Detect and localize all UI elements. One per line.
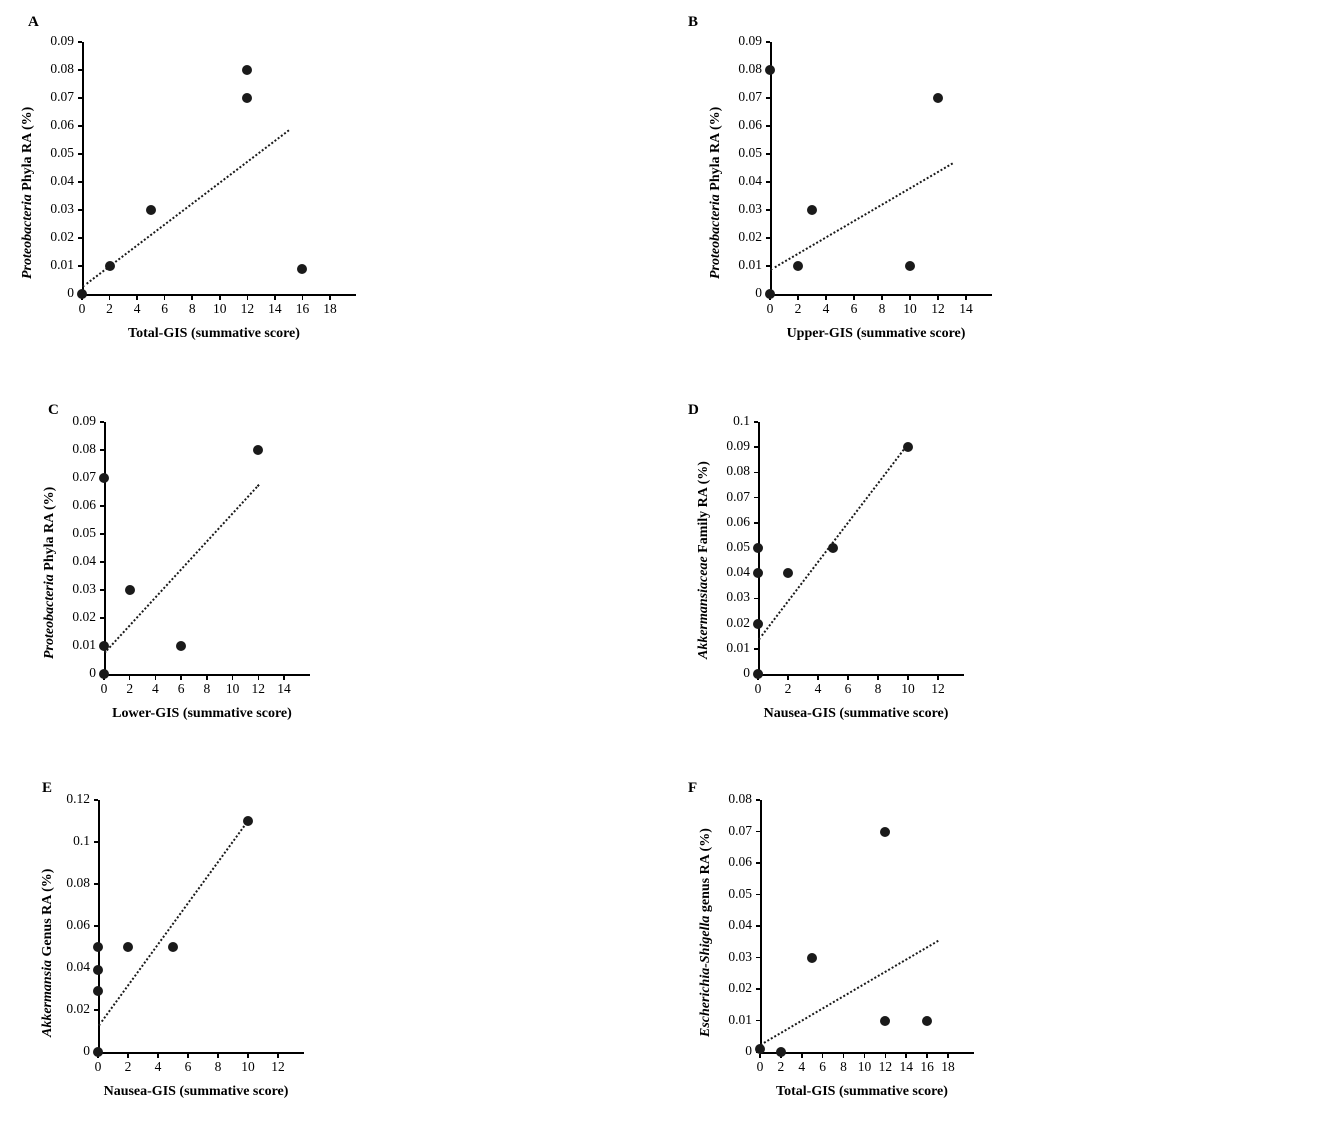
x-axis-line: [758, 674, 964, 676]
plot-area-C: [42, 413, 292, 721]
x-tick-label: 14: [959, 301, 973, 316]
x-tick-mark: [277, 1054, 279, 1058]
y-tick-label: 0.04: [66, 959, 90, 974]
x-tick-label: 2: [126, 681, 134, 696]
y-tick-mark: [766, 97, 770, 99]
y-tick-label: 0.05: [50, 145, 74, 160]
y-axis-title-plain: Phyla RA (%): [708, 106, 723, 195]
x-tick-mark: [937, 296, 939, 300]
x-tick-mark: [219, 296, 221, 300]
x-tick-mark: [937, 676, 939, 680]
y-tick-label: 0.04: [728, 917, 752, 932]
y-tick-mark: [78, 237, 82, 239]
data-point: [753, 568, 763, 578]
y-tick-mark: [756, 1020, 760, 1022]
y-tick-label: 0: [67, 285, 74, 300]
y-tick-label: 0.02: [738, 229, 762, 244]
x-tick-label: 4: [814, 681, 822, 696]
y-tick-label: 0: [745, 1043, 752, 1058]
x-tick-mark: [926, 1054, 928, 1058]
data-point: [828, 543, 838, 553]
y-axis-title: [42, 487, 58, 659]
x-tick-mark: [825, 296, 827, 300]
plot-area-D: [696, 413, 949, 721]
x-axis-title: Nausea-GIS (summative score): [763, 706, 949, 721]
x-tick-mark: [965, 296, 967, 300]
data-point: [753, 543, 763, 553]
y-tick-label: 0.07: [738, 89, 762, 104]
y-tick-label: 0.05: [726, 539, 750, 554]
y-tick-label: 0.08: [72, 441, 96, 456]
data-point: [93, 942, 103, 952]
x-tick-label: 10: [901, 681, 915, 696]
y-axis-title: [40, 868, 56, 1036]
panel-letter-B: B: [688, 14, 699, 30]
y-tick-label: 0.05: [738, 145, 762, 160]
y-axis-title-italic: Proteobacteria: [20, 194, 35, 279]
y-tick-mark: [100, 561, 104, 563]
data-point: [77, 289, 87, 299]
data-point: [242, 93, 252, 103]
x-tick-label: 12: [878, 1059, 893, 1074]
y-tick-mark: [78, 265, 82, 267]
y-tick-label: 0.01: [50, 257, 74, 272]
x-tick-label: 0: [100, 681, 108, 696]
y-tick-mark: [78, 125, 82, 127]
x-tick-mark: [247, 296, 249, 300]
panel-letter-C: C: [48, 402, 59, 418]
panel-letter-A: A: [28, 14, 39, 30]
x-tick-label: 8: [878, 301, 886, 316]
x-tick-label: 0: [754, 681, 762, 696]
x-tick-label: 4: [798, 1059, 806, 1074]
x-tick-label: 16: [920, 1059, 934, 1074]
data-point: [297, 264, 307, 274]
x-tick-mark: [329, 296, 331, 300]
y-tick-mark: [754, 497, 758, 499]
y-tick-mark: [756, 862, 760, 864]
x-tick-label: 4: [133, 301, 141, 316]
y-tick-label: 0.04: [50, 173, 74, 188]
y-axis-line: [82, 42, 84, 294]
x-tick-mark: [797, 296, 799, 300]
y-tick-mark: [766, 181, 770, 183]
y-tick-label: 0.04: [738, 173, 762, 188]
y-tick-mark: [754, 472, 758, 474]
y-axis-title-italic: Akkermansia: [40, 959, 55, 1037]
data-point: [168, 942, 178, 952]
y-tick-mark: [78, 41, 82, 43]
y-tick-mark: [754, 598, 758, 600]
y-tick-label: 0.08: [728, 791, 752, 806]
x-axis-title: Total-GIS (summative score): [128, 326, 300, 341]
y-axis-title: [698, 828, 714, 1037]
x-tick-label: 10: [241, 1059, 255, 1074]
data-point: [922, 1016, 932, 1026]
chart-panel-E: [0, 770, 658, 1142]
data-point: [93, 965, 103, 975]
data-point: [903, 442, 913, 452]
x-tick-label: 12: [931, 301, 945, 316]
y-tick-label: 0.06: [738, 117, 762, 132]
x-tick-mark: [787, 676, 789, 680]
y-tick-label: 0.08: [66, 875, 90, 890]
y-axis-title: [20, 107, 36, 279]
x-axis-title: Nausea-GIS (summative score): [103, 1084, 289, 1099]
y-axis-title-italic: Akkermansiaceae: [696, 556, 711, 659]
y-tick-label: 0.02: [66, 1001, 90, 1016]
y-axis-title-plain: Phyla RA (%): [20, 106, 35, 195]
x-tick-mark: [843, 1054, 845, 1058]
data-point: [99, 669, 109, 679]
y-tick-label: 0.03: [50, 201, 74, 216]
x-axis-title: Lower-GIS (summative score): [112, 706, 292, 721]
x-tick-mark: [232, 676, 234, 680]
x-tick-label: 4: [152, 681, 159, 696]
y-tick-label: 0.05: [728, 885, 752, 901]
y-tick-mark: [100, 589, 104, 591]
y-tick-mark: [756, 831, 760, 833]
data-point: [807, 205, 817, 215]
y-tick-mark: [766, 265, 770, 267]
x-tick-mark: [817, 676, 819, 680]
y-tick-mark: [756, 799, 760, 801]
data-point: [783, 568, 793, 578]
y-tick-label: 0.09: [50, 33, 74, 48]
y-tick-label: 0.03: [72, 581, 96, 596]
y-tick-label: 0.03: [728, 948, 752, 964]
x-tick-label: 10: [225, 681, 240, 696]
y-tick-label: 0.06: [66, 917, 90, 932]
y-tick-label: 0.06: [72, 497, 96, 512]
x-tick-mark: [274, 296, 276, 300]
x-tick-mark: [191, 296, 193, 300]
x-tick-mark: [847, 676, 849, 680]
x-tick-mark: [905, 1054, 907, 1058]
data-point: [880, 1016, 890, 1026]
y-tick-label: 0.06: [726, 513, 750, 529]
x-tick-mark: [947, 1054, 949, 1058]
x-tick-mark: [822, 1054, 824, 1058]
x-tick-label: 6: [161, 301, 169, 316]
y-tick-mark: [766, 41, 770, 43]
x-tick-label: 2: [784, 681, 792, 696]
x-tick-mark: [877, 676, 879, 680]
data-point: [905, 261, 915, 271]
x-tick-label: 2: [106, 301, 113, 316]
y-tick-mark: [94, 883, 98, 885]
data-point: [765, 65, 775, 75]
y-tick-label: 0: [89, 665, 96, 680]
y-tick-label: 0.07: [728, 822, 752, 838]
data-point: [105, 261, 115, 271]
x-tick-mark: [187, 1054, 189, 1058]
y-tick-label: 0: [743, 665, 750, 680]
chart-panel-F: [658, 770, 1317, 1142]
y-axis-line: [760, 800, 762, 1052]
y-tick-label: 0.07: [50, 89, 74, 104]
y-axis-title: [696, 461, 712, 659]
y-tick-label: 0.02: [50, 229, 74, 244]
data-point: [753, 669, 763, 679]
x-tick-label: 6: [184, 1059, 192, 1074]
y-tick-mark: [766, 209, 770, 211]
y-tick-label: 0.01: [726, 639, 750, 655]
y-tick-label: 0.07: [72, 469, 96, 484]
chart-panel-B: [658, 0, 1317, 390]
y-axis-title-italic: Proteobacteria: [708, 194, 723, 279]
y-tick-mark: [766, 153, 770, 155]
chart-panel-C: [0, 390, 658, 770]
y-tick-mark: [756, 957, 760, 959]
y-tick-mark: [94, 925, 98, 927]
y-tick-label: 0.08: [726, 463, 750, 479]
x-tick-label: 8: [188, 301, 196, 316]
y-tick-mark: [78, 69, 82, 71]
y-tick-mark: [100, 421, 104, 423]
trendline: [98, 819, 250, 1026]
x-tick-label: 12: [271, 1059, 285, 1074]
y-tick-label: 0.08: [738, 61, 762, 76]
y-tick-label: 0.01: [72, 637, 96, 652]
chart-panel-D: [658, 390, 1317, 770]
data-point: [755, 1044, 765, 1054]
data-point: [176, 641, 186, 651]
x-tick-label: 0: [94, 1059, 102, 1074]
y-axis-title-plain: Genus RA (%): [40, 868, 55, 960]
y-tick-label: 0.08: [50, 61, 74, 76]
y-tick-mark: [78, 181, 82, 183]
x-axis-line: [98, 1052, 304, 1054]
plot-area-F: [698, 791, 955, 1099]
x-tick-mark: [881, 296, 883, 300]
x-tick-mark: [217, 1054, 219, 1058]
y-tick-label: 0.09: [726, 438, 750, 454]
x-axis-title: Upper-GIS (summative score): [786, 326, 966, 341]
x-tick-label: 12: [251, 681, 266, 696]
trendline: [760, 940, 939, 1046]
y-axis-line: [104, 422, 106, 674]
y-tick-label: 0.06: [728, 854, 752, 869]
y-tick-label: 0.02: [726, 614, 750, 630]
plot-area-A: [20, 33, 337, 341]
y-tick-label: 0.1: [733, 413, 750, 428]
x-tick-mark: [136, 296, 138, 300]
x-tick-label: 8: [840, 1059, 847, 1074]
x-tick-label: 12: [931, 681, 945, 696]
data-point: [880, 827, 890, 837]
x-tick-label: 10: [213, 301, 227, 316]
y-tick-label: 0.01: [738, 257, 762, 272]
x-tick-mark: [157, 1054, 159, 1058]
y-tick-mark: [766, 237, 770, 239]
y-tick-mark: [78, 153, 82, 155]
y-tick-label: 0.02: [72, 609, 96, 624]
y-tick-label: 0.04: [72, 553, 96, 568]
y-tick-mark: [78, 97, 82, 99]
y-axis-title: [708, 107, 724, 279]
data-point: [807, 953, 817, 963]
panel-letter-F: F: [688, 780, 698, 796]
y-tick-label: 0.03: [726, 589, 750, 605]
y-tick-label: 0.04: [726, 564, 750, 580]
x-tick-mark: [283, 676, 285, 680]
y-tick-mark: [756, 925, 760, 927]
chart-panel-A: [0, 0, 658, 390]
x-tick-label: 14: [899, 1059, 913, 1074]
data-point: [123, 942, 133, 952]
x-tick-label: 12: [240, 301, 255, 316]
x-tick-label: 8: [214, 1059, 222, 1074]
data-point: [125, 585, 135, 595]
y-axis-title-italic: Escherichia-Shigella: [698, 915, 713, 1037]
x-tick-label: 16: [295, 301, 310, 316]
x-tick-label: 4: [822, 301, 830, 316]
x-tick-label: 10: [857, 1059, 872, 1074]
x-tick-mark: [759, 1054, 761, 1058]
data-point: [253, 445, 263, 455]
data-point: [146, 205, 156, 215]
trendline: [770, 162, 953, 270]
data-point: [99, 473, 109, 483]
y-tick-label: 0: [83, 1043, 90, 1058]
x-tick-mark: [206, 676, 208, 680]
y-tick-mark: [754, 522, 758, 524]
x-tick-mark: [155, 676, 157, 680]
x-tick-label: 10: [903, 301, 917, 316]
x-tick-label: 2: [124, 1059, 132, 1074]
data-point: [243, 816, 253, 826]
x-tick-mark: [909, 296, 911, 300]
x-tick-mark: [907, 676, 909, 680]
x-tick-label: 18: [941, 1059, 955, 1074]
x-tick-mark: [258, 676, 260, 680]
x-tick-label: 6: [819, 1059, 827, 1074]
x-tick-mark: [864, 1054, 866, 1058]
plot-area-E: [40, 791, 289, 1099]
y-axis-title-plain: Phyla RA (%): [42, 486, 57, 575]
y-tick-mark: [78, 209, 82, 211]
y-tick-mark: [100, 505, 104, 507]
x-tick-label: 6: [177, 681, 185, 696]
trendline: [758, 442, 910, 640]
x-tick-label: 8: [874, 681, 882, 696]
y-tick-label: 0.07: [726, 488, 750, 504]
y-tick-label: 0.01: [728, 1011, 752, 1027]
y-tick-mark: [754, 421, 758, 423]
y-tick-mark: [100, 449, 104, 451]
x-tick-label: 14: [268, 301, 282, 316]
x-tick-mark: [302, 296, 304, 300]
x-tick-label: 2: [794, 301, 802, 316]
x-tick-label: 6: [844, 681, 852, 696]
y-axis-line: [770, 42, 772, 294]
x-tick-mark: [180, 676, 182, 680]
x-tick-label: 18: [323, 301, 337, 316]
y-tick-label: 0.09: [72, 413, 96, 428]
data-point: [765, 289, 775, 299]
x-tick-mark: [164, 296, 166, 300]
data-point: [753, 619, 763, 629]
x-tick-mark: [885, 1054, 887, 1058]
y-tick-label: 0.12: [66, 791, 90, 806]
data-point: [93, 1047, 103, 1057]
y-axis-title-plain: genus RA (%): [698, 828, 713, 916]
y-tick-label: 0.1: [73, 833, 90, 848]
data-point: [776, 1047, 786, 1057]
y-tick-mark: [94, 841, 98, 843]
y-tick-label: 0.09: [738, 33, 762, 48]
y-tick-label: 0.06: [50, 117, 74, 132]
x-tick-mark: [801, 1054, 803, 1058]
x-tick-mark: [129, 676, 131, 680]
x-tick-label: 14: [277, 681, 291, 696]
x-tick-label: 6: [850, 301, 858, 316]
y-tick-mark: [754, 648, 758, 650]
y-tick-mark: [94, 1009, 98, 1011]
y-tick-mark: [756, 894, 760, 896]
panel-letter-D: D: [688, 402, 699, 418]
data-point: [99, 641, 109, 651]
x-tick-mark: [127, 1054, 129, 1058]
x-tick-mark: [853, 296, 855, 300]
x-axis-title: Total-GIS (summative score): [776, 1084, 948, 1099]
x-tick-label: 0: [78, 301, 86, 316]
trendline: [104, 484, 260, 653]
y-tick-mark: [754, 446, 758, 448]
data-point: [93, 986, 103, 996]
x-tick-label: 4: [154, 1059, 162, 1074]
panel-letter-E: E: [42, 780, 53, 796]
y-tick-label: 0.03: [738, 201, 762, 216]
y-axis-title-italic: Proteobacteria: [42, 574, 57, 659]
y-tick-mark: [756, 988, 760, 990]
x-tick-label: 0: [766, 301, 774, 316]
y-tick-mark: [100, 533, 104, 535]
plot-area-B: [708, 33, 973, 341]
x-tick-label: 2: [777, 1059, 785, 1074]
x-tick-label: 0: [756, 1059, 764, 1074]
y-tick-label: 0.02: [728, 980, 752, 995]
data-point: [793, 261, 803, 271]
y-tick-mark: [94, 799, 98, 801]
y-tick-mark: [766, 125, 770, 127]
y-tick-label: 0.05: [72, 525, 96, 540]
data-point: [933, 93, 943, 103]
x-axis-line: [760, 1052, 974, 1054]
y-tick-label: 0: [755, 285, 762, 300]
y-axis-title-plain: Family RA (%): [696, 460, 711, 557]
y-tick-mark: [100, 617, 104, 619]
y-axis-line: [98, 800, 100, 1052]
data-point: [242, 65, 252, 75]
x-tick-label: 8: [203, 681, 211, 696]
x-tick-mark: [109, 296, 111, 300]
x-tick-mark: [247, 1054, 249, 1058]
